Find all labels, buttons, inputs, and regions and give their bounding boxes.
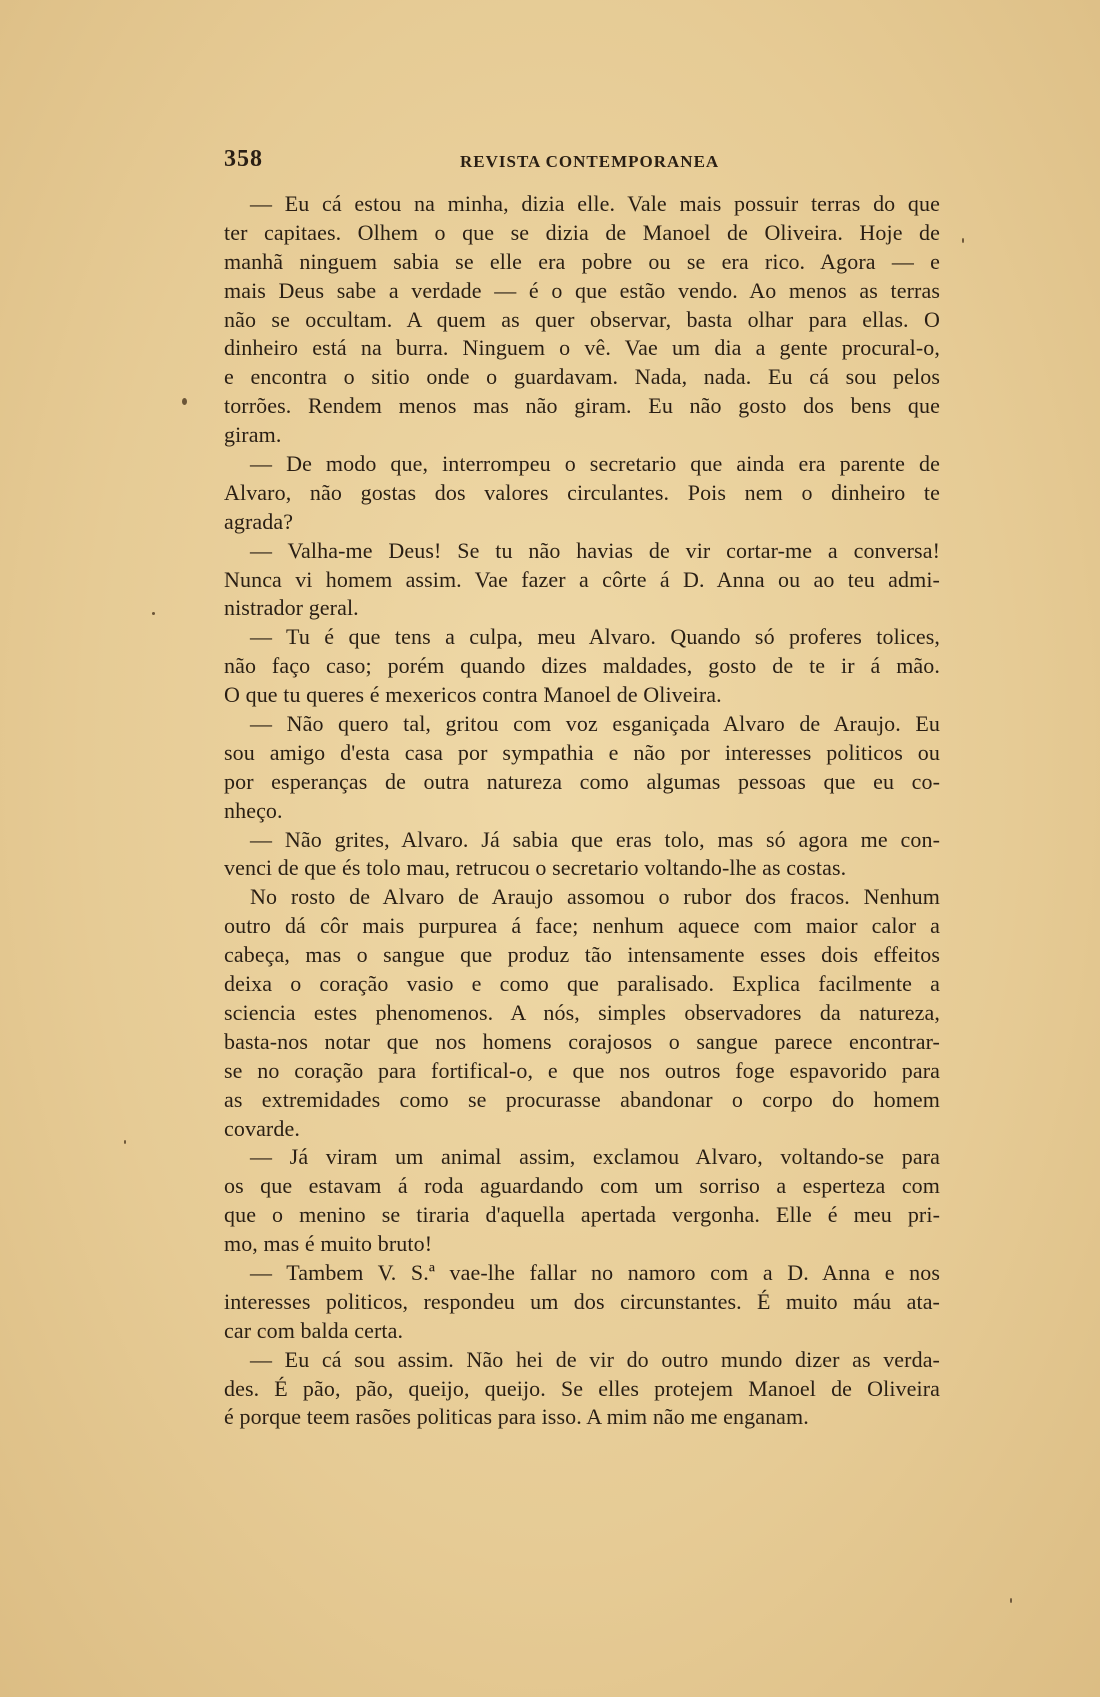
paper-speck (182, 398, 187, 405)
text-line: sciencia estes phenomenos. A nós, simples observadores da natureza, (224, 999, 940, 1025)
text-line: nistrador geral. (224, 595, 359, 621)
text-line: giram. (224, 422, 282, 448)
paper-speck (1010, 1598, 1012, 1603)
text-line: interesses politicos, respondeu um dos circunstantes. É muito máu ata- (224, 1288, 940, 1314)
text-line: mo, mas é muito bruto! (224, 1231, 433, 1257)
text-line: nheço. (224, 797, 283, 823)
text-line: torrões. Rendem menos mas não giram. Eu não gosto dos bens que (224, 393, 940, 419)
text-line: — Não grites, Alvaro. Já sabia que eras tolo, mas só agora me con- (250, 826, 940, 852)
text-line: venci de que és tolo mau, retrucou o secretario voltando-lhe as costas. (224, 855, 847, 881)
text-line: que o menino se tiraria d'aquella apertada vergonha. Elle é meu pri- (224, 1202, 940, 1228)
text-line: — Não quero tal, gritou com voz esganiçada Alvaro de Araujo. Eu (250, 711, 940, 737)
running-title: REVISTA CONTEMPORANEA (460, 152, 720, 171)
text-line: agrada? (224, 508, 294, 534)
text-line: basta-nos notar que nos homens corajosos o sangue parece encontrar- (224, 1028, 940, 1054)
text-line: covarde. (224, 1115, 300, 1141)
text-line: outro dá côr mais purpurea á face; nenhum aquece com maior calor a (224, 913, 940, 939)
paper-speck (962, 238, 964, 243)
text-line: — Valha-me Deus! Se tu não havias de vir cortar-me a conversa! (250, 537, 940, 563)
text-line: Nunca vi homem assim. Vae fazer a côrte á D. Anna ou ao teu admi- (224, 566, 940, 592)
text-line: — Tambem V. S.ª vae-lhe fallar no namoro com a D. Anna e nos (250, 1259, 940, 1285)
text-line: os que estavam á roda aguardando com um sorriso a esperteza com (224, 1173, 940, 1199)
text-line: as extremidades como se procurasse abandonar o corpo do homem (224, 1086, 940, 1112)
text-line: Alvaro, não gostas dos valores circulantes. Pois nem o dinheiro te (224, 479, 940, 505)
text-line: car com balda certa. (224, 1317, 404, 1343)
text-line: não se occultam. A quem as quer observar, basta olhar para ellas. O (224, 306, 940, 332)
paper-speck (124, 1140, 126, 1144)
text-line: — De modo que, interrompeu o secretario que ainda era parente de (250, 451, 940, 477)
running-head (224, 140, 940, 180)
text-line: — Tu é que tens a culpa, meu Alvaro. Quando só proferes tolices, (250, 624, 940, 650)
text-line: e encontra o sitio onde o guardavam. Nada, nada. Eu cá sou pelos (224, 364, 940, 390)
text-line: deixa o coração vasio e como que paralisado. Explica facilmente a (224, 971, 940, 997)
paper-speck (152, 612, 155, 615)
text-line: — Eu cá estou na minha, dizia elle. Vale mais possuir terras do que (250, 191, 940, 216)
text-line: manhã ninguem sabia se elle era pobre ou se era rico. Agora — e (224, 248, 940, 274)
book-page (224, 140, 940, 1460)
text-line: O que tu queres é mexericos contra Manoel de Oliveira. (224, 682, 722, 708)
text-line: — Eu cá sou assim. Não hei de vir do outro mundo dizer as verda- (250, 1346, 940, 1372)
text-line: sou amigo d'esta casa por sympathia e não por interesses politicos ou (224, 739, 940, 765)
text-line: No rosto de Alvaro de Araujo assomou o rubor dos fracos. Nenhum (250, 884, 940, 910)
text-line: — Já viram um animal assim, exclamou Alvaro, voltando-se para (250, 1144, 940, 1170)
text-line: dinheiro está na burra. Ninguem o vê. Vae um dia a gente procural-o, (224, 335, 940, 361)
text-line: é porque teem rasões politicas para isso. A mim não me enganam. (224, 1404, 809, 1430)
body-text (224, 190, 940, 1432)
text-line: des. É pão, pão, queijo, queijo. Se elles protejem Manoel de Oliveira (224, 1375, 940, 1401)
text-line: cabeça, mas o sangue que produz tão intensamente esses dois effeitos (224, 942, 940, 968)
text-line: não faço caso; porém quando dizes maldades, gosto de te ir á mão. (224, 653, 940, 679)
text-line: por esperanças de outra natureza como algumas pessoas que eu co- (224, 768, 940, 794)
page-number: 358 (224, 146, 263, 172)
text-line: mais Deus sabe a verdade — é o que estão vendo. Ao menos as terras (224, 277, 940, 303)
text-line: se no coração para fortifical-o, e que nos outros foge espavorido para (224, 1057, 940, 1083)
text-line: ter capitaes. Olhem o que se dizia de Manoel de Oliveira. Hoje de (224, 219, 940, 245)
